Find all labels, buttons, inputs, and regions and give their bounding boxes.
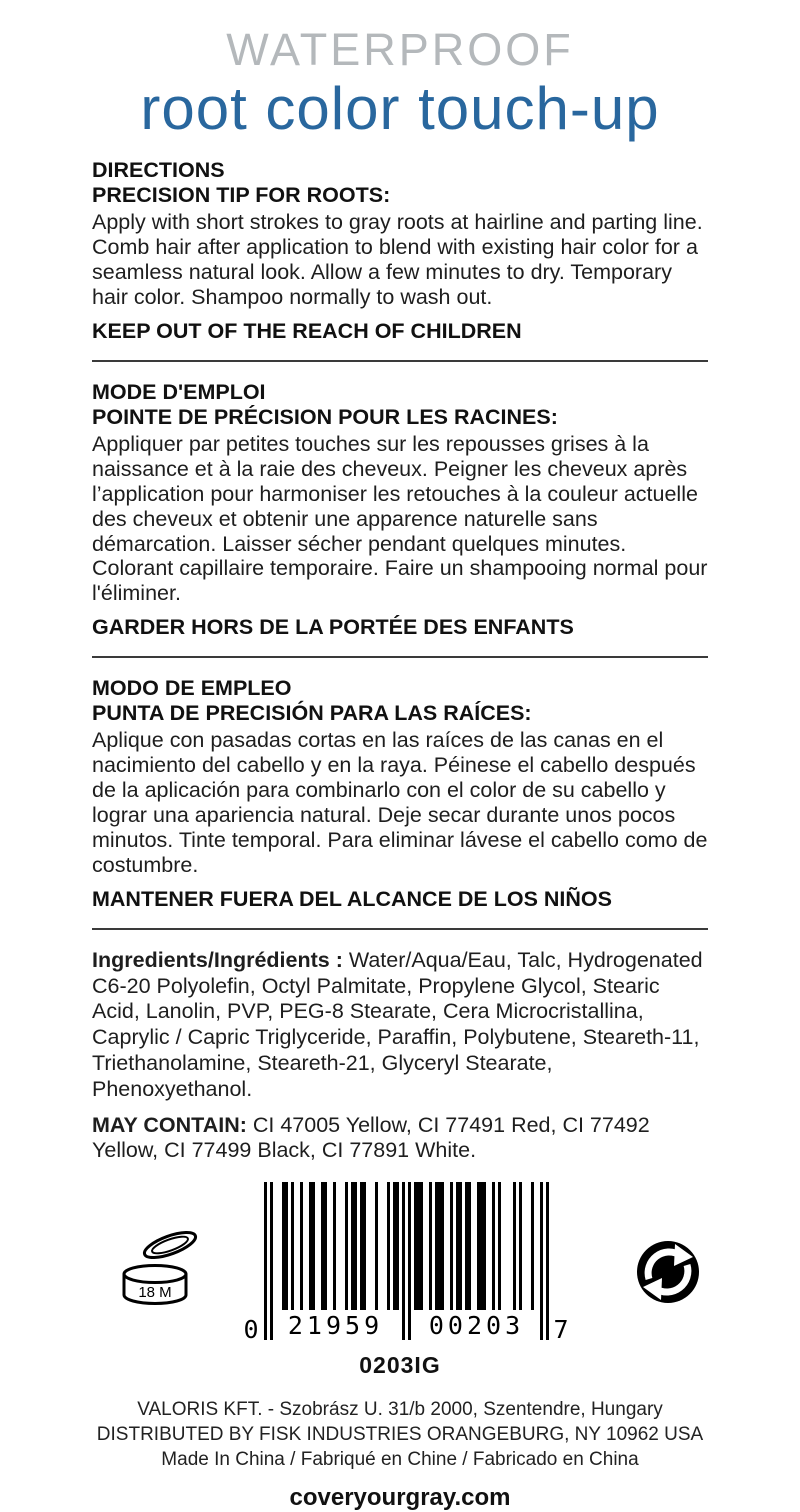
distributor-address: DISTRIBUTED BY FISK INDUSTRIES ORANGEBURG, NY 10962 USA	[96, 1424, 704, 1446]
section-ingredients	[92, 948, 708, 1164]
directions-body-english: Apply with short strokes to gray roots at hairline and parting line. Comb hair after application to blend with existing hair color for a seamless natural look. Allow a few minutes to dry. Temporary hair color. Shampoo normally to wash out.	[92, 210, 703, 309]
warning-spanish: MANTENER FUERA DEL ALCANCE DE LOS NIÑOS	[92, 886, 612, 911]
period-after-opening-icon	[112, 1228, 208, 1319]
label-content	[0, 158, 800, 1164]
product-title: root color touch-up	[140, 75, 660, 143]
manufacturer-address: VALORIS KFT. - Szobrász U. 31/b 2000, Szentendre, Hungary	[137, 1399, 663, 1421]
open-jar-icon	[112, 1228, 208, 1314]
section-divider	[92, 928, 708, 930]
heading-directions: DIRECTIONS	[92, 158, 225, 183]
label-footer	[0, 1397, 800, 1512]
section-divider	[92, 360, 708, 362]
section-directions-english	[92, 158, 708, 344]
ingredients-paragraph	[92, 948, 708, 1103]
heading-mode-demploi: MODE D'EMPLOI	[92, 379, 266, 404]
ingredients-label: Ingredients/Ingrédients :	[92, 947, 343, 972]
barcode	[238, 1182, 573, 1345]
label-header	[0, 24, 800, 143]
barcode-trail-digit: 7	[553, 1315, 569, 1345]
section-directions-french	[92, 380, 708, 640]
item-code: 0203IG	[359, 1352, 441, 1379]
subheading-pointe-precision: POINTE DE PRÉCISION POUR LES RACINES:	[92, 404, 558, 429]
directions-body-french: Appliquer par petites touches sur les repousses grises à la naissance et à la raie des cheveux. Peigner les cheveux après l’application pour harmoniser les retouches à la couleur actuelle des cheveux et obtenir une apparence naturelle sans démarcation. Laisser sécher pendant quelques minutes. Colorant capillaire temporaire. Faire un shampooing normal pour l'éliminer.	[92, 431, 708, 606]
symbols-and-barcode-row	[0, 1182, 800, 1345]
warning-english: KEEP OUT OF THE REACH OF CHILDREN	[92, 318, 522, 343]
barcode-left-digits: 21959	[287, 1311, 384, 1341]
green-dot-recycling-icon	[636, 1240, 700, 1309]
ingredients-list: Water/Aqua/Eau, Talc, Hydrogenated C6-20 Polyolefin, Octyl Palmitate, Propylene Glycol, Stearic Acid, Lanolin, PVP, PEG-8 Stearate, Cera Microcristallina, Caprylic / Capric Triglyceride, Paraffin, Polybutene, Steareth-11, Triethanolamine, Steareth-21, Glyceryl Stearate, Phenoxyethanol.	[92, 947, 703, 1101]
brand-waterproof-text: WATERPROOF	[226, 24, 574, 75]
subheading-punta-precision: PUNTA DE PRECISIÓN PARA LAS RAÍCES:	[92, 701, 532, 726]
barcode-lead-digit: 0	[243, 1315, 259, 1345]
may-contain-label: MAY CONTAIN:	[92, 1112, 247, 1137]
barcode-right-digits: 00203	[428, 1311, 525, 1341]
heading-modo-de-empleo: MODO DE EMPLEO	[92, 676, 292, 701]
barcode-bars-area	[264, 1182, 549, 1342]
subheading-precision-tip: PRECISION TIP FOR ROOTS:	[92, 183, 391, 208]
green-dot-arrows-icon	[636, 1240, 700, 1304]
may-contain-list: CI 47005 Yellow, CI 77491 Red, CI 77492 Yellow, CI 77499 Black, CI 77891 White.	[92, 1112, 650, 1163]
warning-french: GARDER HORS DE LA PORTÉE DES ENFANTS	[92, 615, 574, 640]
section-divider	[92, 656, 708, 658]
section-directions-spanish	[92, 676, 708, 912]
pao-duration-text: 18 M	[138, 1284, 172, 1302]
website-url: coveryourgray.com	[289, 1484, 511, 1512]
made-in-line: Made In China / Fabriqué en Chine / Fabricado en China	[161, 1449, 639, 1471]
may-contain-paragraph	[92, 1113, 708, 1165]
directions-body-spanish: Aplique con pasadas cortas en las raíces de las canas en el nacimiento del cabello y en la raya. Péinese el cabello después de la aplicación para combinarlo con el color de su cabello y lograr una apariencia natural. Deje secar durante unos pocos minutos. Tinte temporal. Para eliminar lávese el cabello como de costumbre.	[92, 728, 708, 877]
